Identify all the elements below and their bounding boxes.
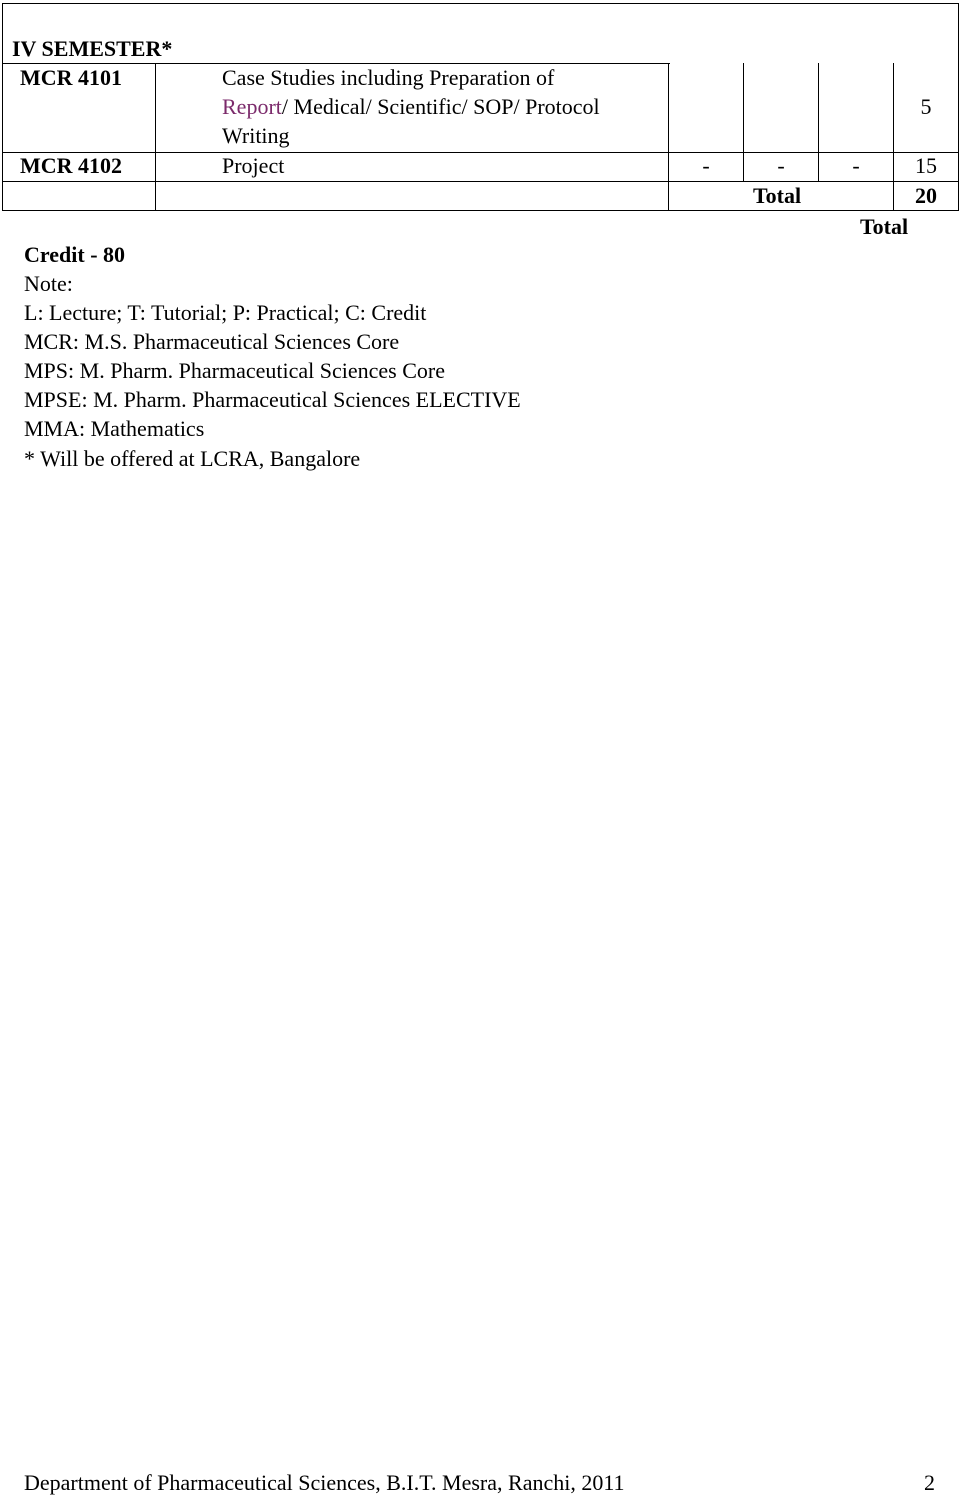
note-line: * Will be offered at LCRA, Bangalore xyxy=(24,446,361,471)
table-border-row2-top xyxy=(2,152,959,153)
course-title-line3: Writing xyxy=(222,123,290,148)
table-col-code-divider xyxy=(155,63,156,211)
table-border-top xyxy=(2,3,959,4)
course-credit: 15 xyxy=(915,153,937,178)
note-line: MCR: M.S. Pharmaceutical Sciences Core xyxy=(24,329,400,354)
grand-total-label: Total xyxy=(860,214,909,239)
semester-total-value: 20 xyxy=(915,183,937,208)
course-code: MCR 4101 xyxy=(20,65,123,90)
lecture-hours: - xyxy=(702,153,710,178)
note-line: MPS: M. Pharm. Pharmaceutical Sciences Core xyxy=(24,358,445,383)
table-border-left xyxy=(2,3,3,211)
page-number: 2 xyxy=(924,1470,935,1495)
practical-hours: - xyxy=(852,153,860,178)
semester-total-label: Total xyxy=(753,183,802,208)
course-credit: 5 xyxy=(920,94,932,119)
course-title-line1: Case Studies including Preparation of xyxy=(222,65,555,90)
tutorial-hours: - xyxy=(777,153,785,178)
note-line: L: Lecture; T: Tutorial; P: Practical; C: Credit xyxy=(24,300,427,325)
table-border-bottom xyxy=(2,210,959,211)
course-title: Project xyxy=(222,153,285,178)
footer-text: Department of Pharmaceutical Sciences, B.I.T. Mesra, Ranchi, 2011 xyxy=(24,1470,625,1495)
course-title-rest: / Medical/ Scientific/ SOP/ Protocol xyxy=(281,94,600,119)
total-credit: Credit - 80 xyxy=(24,242,126,267)
table-border-row3-top xyxy=(2,181,959,182)
course-code: MCR 4102 xyxy=(20,153,123,178)
table-border-right xyxy=(958,3,959,211)
note-line: MPSE: M. Pharm. Pharmaceutical Sciences ELECTIVE xyxy=(24,387,521,412)
notes-heading: Note: xyxy=(24,271,73,296)
semester-title: IV SEMESTER* xyxy=(12,36,173,61)
table-col-l-divider xyxy=(668,63,669,211)
course-title-highlight: Report xyxy=(222,94,282,119)
note-line: MMA: Mathematics xyxy=(24,416,205,441)
table-border-row1-top xyxy=(2,63,670,64)
course-title-line2 xyxy=(222,96,600,118)
